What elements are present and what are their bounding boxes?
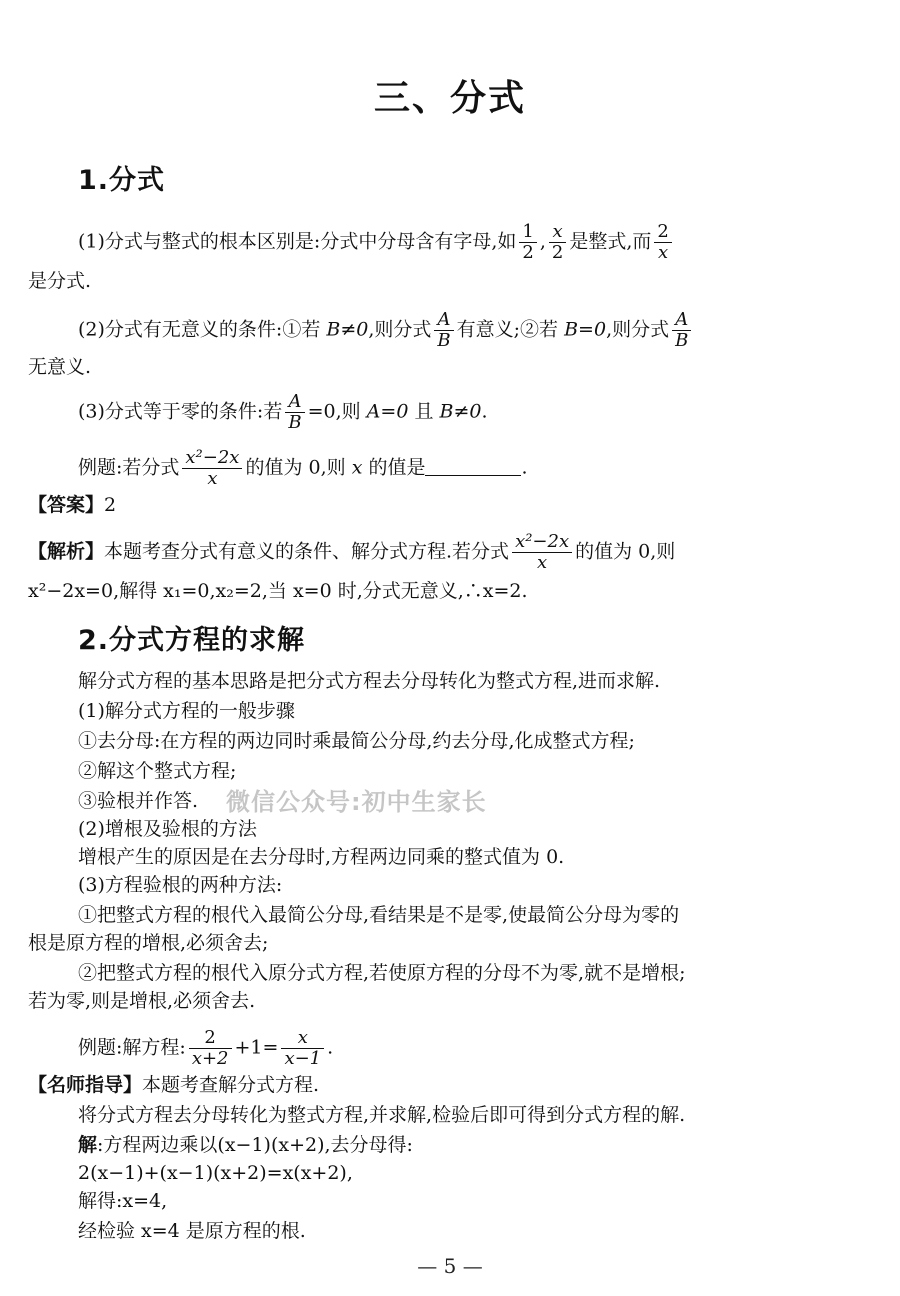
solution-line-3: 解得:x=4, — [78, 1190, 168, 1212]
section-1-heading: 1.分式 — [78, 165, 166, 196]
fraction: $\frac{A}{B}$ — [672, 310, 691, 351]
solution-line-4: 经检验 x=4 是原方程的根. — [78, 1220, 306, 1242]
s2-line-7: 增根产生的原因是在去分母时,方程两边同乘的整式值为 0. — [78, 846, 565, 868]
s2-line-11: ②把整式方程的根代入原分式方程,若使原方程的分母不为零,就不是增根; — [78, 962, 686, 984]
solution-line-2: 2(x−1)+(x−1)(x+2)=x(x+2), — [78, 1162, 353, 1184]
fraction: $\frac{x}{x-1}$ — [281, 1028, 324, 1069]
section-2-heading: 2.分式方程的求解 — [78, 625, 306, 656]
s2-line-3: ①去分母:在方程的两边同时乘最简公分母,约去分母,化成整式方程; — [78, 730, 635, 752]
answer-blank — [425, 457, 521, 476]
example-2: 例题:解方程: $\frac{2}{x+2}$ +1= $\frac{x}{x-1}$ . — [78, 1027, 334, 1069]
fraction: $\frac{A}{B}$ — [434, 310, 453, 351]
fraction: $\frac{x}{2}$ — [549, 222, 566, 263]
paragraph-3: (3)分式等于零的条件:若 $\frac{A}{B}$ =0,则 A=0 且 B≠0. — [78, 391, 488, 433]
fraction: $\frac{A}{B}$ — [285, 392, 304, 433]
s2-line-1: 解分式方程的基本思路是把分式方程去分母转化为整式方程,进而求解. — [78, 670, 661, 692]
paragraph-2: (2)分式有无意义的条件:①若 B≠0,则分式 $\frac{A}{B}$ 有意义;②若 B=0,则分式 $\frac{A}{B}$ — [78, 310, 900, 351]
page-number: — 5 — — [417, 1254, 483, 1278]
fraction: $\frac{2}{x}$ — [654, 222, 671, 263]
s2-line-10: 根是原方程的增根,必须舍去; — [28, 932, 269, 954]
solution-line-1: 解:方程两边乘以(x−1)(x+2),去分母得: — [78, 1134, 413, 1156]
s2-line-8: (3)方程验根的两种方法: — [78, 874, 283, 896]
guide-line-2: 将分式方程去分母转化为整式方程,并求解,检验后即可得到分式方程的解. — [78, 1104, 686, 1126]
paragraph-2-cont: 无意义. — [28, 356, 92, 378]
answer: 【答案】2 — [28, 494, 117, 516]
paragraph-1: (1)分式与整式的根本区别是:分式中分母含有字母,如 $\frac{1}{2}$ , $\frac{x}{2}$ 是整式,而 $\frac{2}{x}$ — [78, 222, 900, 263]
fraction: $\frac{\text{x²−2x}}{x}$ — [512, 532, 572, 573]
paragraph-1-cont: 是分式. — [28, 270, 92, 292]
page-title: 三、分式 — [373, 78, 526, 119]
s2-line-5: ③验根并作答. — [78, 790, 199, 812]
fraction: $\frac{2}{x+2}$ — [189, 1028, 232, 1069]
s2-line-12: 若为零,则是增根,必须舍去. — [28, 990, 256, 1012]
s2-line-4: ②解这个整式方程; — [78, 760, 237, 782]
s2-line-2: (1)解分式方程的一般步骤 — [78, 700, 295, 722]
s2-line-6: (2)增根及验根的方法 — [78, 818, 257, 840]
fraction: $\frac{1}{2}$ — [519, 222, 536, 263]
watermark: 微信公众号:初中生家长 — [226, 788, 487, 816]
analysis-cont: x²−2x=0,解得 x₁=0,x₂=2,当 x=0 时,分式无意义,∴x=2. — [28, 580, 528, 602]
analysis: 【解析】本题考查分式有意义的条件、解分式方程.若分式 $\frac{\text{x²−2x}}{x}$ 的值为 0,则 — [28, 531, 676, 573]
example-1: 例题:若分式 $\frac{\text{x²−2x}}{x}$ 的值为 0,则 x 的值是 . — [78, 447, 528, 489]
s2-line-9: ①把整式方程的根代入最简公分母,看结果是不是零,使最简公分母为零的 — [78, 904, 680, 926]
teacher-guide: 【名师指导】本题考查解分式方程. — [28, 1074, 320, 1096]
fraction: $\frac{\text{x²−2x}}{x}$ — [182, 448, 242, 489]
